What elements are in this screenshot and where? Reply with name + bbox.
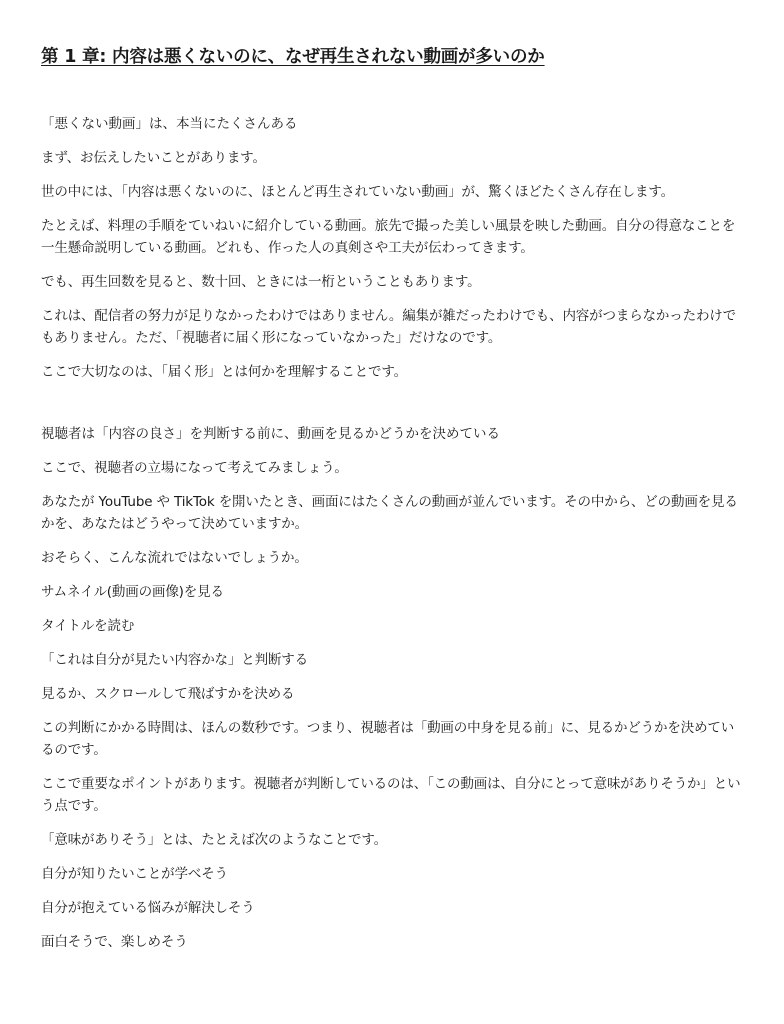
list-step: 見るか、スクロールして飛ばすかを決める	[41, 686, 295, 702]
paragraph: 世の中には、「内容は悪くないのに、ほとんど再生されていない動画」が、驚くほどたくさん存在します。	[41, 184, 674, 200]
section-hontou-ni-takusan	[41, 113, 744, 383]
paragraph: まず、お伝えしたいことがあります。	[41, 150, 266, 166]
section-shichousha-handan	[41, 423, 744, 953]
list-item: 面白そうで、楽しめそう	[41, 934, 188, 950]
chapter-title: 第 1 章: 内容は悪くないのに、なぜ再生されない動画が多いのか	[41, 47, 545, 67]
section-heading: 「悪くない動画」は、本当にたくさんある	[41, 116, 298, 132]
paragraph: あなたが YouTube や TikTok を開いたとき、画面にはたくさんの動画が並んでいます。その中から、どの動画を見るかを、あなたはどうやって決めていますか。	[41, 494, 738, 532]
list-step: タイトルを読む	[41, 618, 135, 634]
paragraph: ここで、視聴者の立場になって考えてみましょう。	[41, 460, 348, 476]
paragraph: ここで大切なのは、「届く形」とは何かを理解することです。	[41, 364, 407, 380]
list-item: 自分が知りたいことが学べそう	[41, 866, 228, 882]
paragraph: おそらく、こんな流れではないでしょうか。	[41, 550, 308, 566]
paragraph: この判断にかかる時間は、ほんの数秒です。つまり、視聴者は「動画の中身を見る前」に、見るかどうかを決めているのです。	[41, 720, 735, 758]
list-item: 自分が抱えている悩みが解決しそう	[41, 900, 255, 916]
section-heading: 視聴者は「内容の良さ」を判断する前に、動画を見るかどうかを決めている	[41, 426, 500, 442]
paragraph: たとえば、料理の手順をていねいに紹介している動画。旅先で撮った美しい風景を映した動画。自分の得意なことを一生懸命説明している動画。どれも、作った人の真剣さや工夫が伝わってきます。	[41, 218, 736, 256]
list-step: 「これは自分が見たい内容かな」と判断する	[41, 652, 308, 668]
paragraph: これは、配信者の努力が足りなかったわけではありません。編集が雑だったわけでも、内容がつまらなかったわけでもありません。ただ、「視聴者に届く形になっていなかった」だけなのです。	[41, 308, 737, 346]
paragraph: ここで重要なポイントがあります。視聴者が判断しているのは、「この動画は、自分にとって意味がありそうか」という点です。	[41, 776, 741, 814]
paragraph: 「意味がありそう」とは、たとえば次のようなことです。	[41, 832, 388, 848]
paragraph: でも、再生回数を見ると、数十回、ときには一桁ということもあります。	[41, 274, 481, 290]
list-step: サムネイル(動画の画像)を見る	[41, 584, 224, 600]
